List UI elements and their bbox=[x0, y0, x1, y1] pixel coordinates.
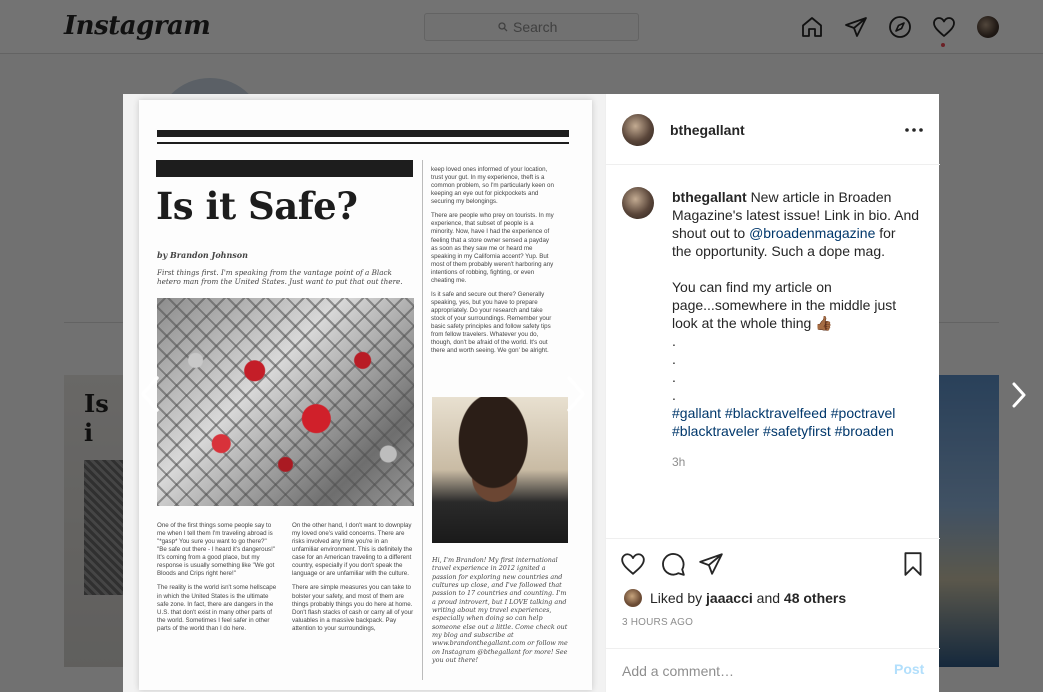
caption-author-avatar[interactable] bbox=[622, 187, 654, 219]
bookmark-icon[interactable] bbox=[900, 551, 926, 577]
love-locks-photo bbox=[157, 298, 414, 506]
post-modal bbox=[123, 94, 939, 692]
caption-text: New article in Broaden bbox=[750, 189, 892, 205]
liked-by-username[interactable]: jaaacci bbox=[706, 590, 753, 606]
post-header bbox=[606, 94, 940, 165]
article-column-2 bbox=[292, 522, 414, 639]
caption-dot: . bbox=[672, 351, 676, 367]
post-actions bbox=[606, 538, 940, 654]
author-bio: Hi, I'm Brandon! My first international travel experience in 2012 ignited a passion for exploring new countries and cultures up close, and I've followed that passion to 17 countries and counting. I'm a proud introvert, but I LOVE talking and writing about my travel experiences, especially when doing so can help someone else out a little. Come check out my blog and subscribe at www.brandonthegallant.com or follow me on Instagram @bthegallant for more! See you out there! bbox=[432, 556, 568, 664]
comment-input[interactable] bbox=[622, 659, 872, 683]
author-username[interactable]: bthegallant bbox=[670, 122, 745, 138]
magazine-page bbox=[139, 100, 592, 690]
liked-by-prefix: Liked by bbox=[650, 590, 703, 606]
comments-section bbox=[606, 165, 940, 538]
article-intro: First things first. I'm speaking from the vantage point of a Black hetero man from the United States. Just want to put that out there. bbox=[157, 268, 403, 287]
caption-dot: . bbox=[672, 333, 676, 349]
article-paragraph: keep loved ones informed of your location, trust your gut. In my experience, theft is a common problem, so I'm particularly keen on keeping an eye out for pickpockets and securing my belongings. bbox=[431, 166, 554, 206]
article-paragraph: There are simple measures you can take to bolster your safety, and most of them are things probably things you do here at home. Don't flash stacks of cash or carry all of your valuables in a massive backpack. Pay attention to your surroundings, bbox=[292, 584, 414, 632]
add-comment-bar bbox=[606, 648, 940, 692]
post-comment-button[interactable]: Post bbox=[894, 661, 925, 677]
article-paragraph: The reality is the world isn't some hellscape in which the United States is the ultimate safe zone. In fact, there are dangers in the U.S. that don't exist in many other parts of the world. Sometimes I feel safer in other parts of the world than I do here. bbox=[157, 584, 277, 632]
article-headline: Is it Safe? bbox=[156, 184, 358, 228]
hashtag-links[interactable]: #blacktraveler #safetyfirst #broaden bbox=[672, 423, 894, 439]
caption-text: shout out to bbox=[672, 225, 746, 241]
article-paragraph: On the other hand, I don't want to downplay my loved one's valid concerns. There are risks involved any time you're in an unfamiliar environment. This is definitely the case for an American traveling to a different country, especially if you don't speak the language or are unfamiliar with the culture. bbox=[292, 522, 413, 578]
like-heart-icon[interactable] bbox=[620, 551, 646, 577]
post-timestamp[interactable]: 3 HOURS AGO bbox=[622, 617, 694, 628]
post-side-panel bbox=[605, 94, 939, 692]
hashtag-links[interactable]: #gallant #blacktravelfeed #poctravel bbox=[672, 405, 896, 421]
header-rule bbox=[157, 130, 569, 137]
more-options-icon[interactable] bbox=[902, 120, 926, 140]
caption-username[interactable]: bthegallant bbox=[672, 189, 747, 205]
comment-bubble-icon[interactable] bbox=[660, 551, 686, 577]
caption-text: Magazine's latest issue! Link in bio. And bbox=[672, 207, 920, 223]
next-post-chevron-icon[interactable] bbox=[1009, 380, 1029, 410]
caption-timestamp[interactable]: 3h bbox=[672, 455, 686, 469]
caption-dot: . bbox=[672, 387, 676, 403]
liked-by-avatar[interactable] bbox=[624, 589, 642, 607]
caption-text: the opportunity. Such a dope mag. bbox=[672, 243, 885, 259]
post-media bbox=[123, 94, 605, 692]
caption-dot: . bbox=[672, 369, 676, 385]
article-column-1 bbox=[157, 522, 277, 639]
author-avatar[interactable] bbox=[622, 114, 654, 146]
header-rule-thin bbox=[157, 142, 569, 144]
caption-text: You can find my article on bbox=[672, 279, 832, 295]
caption-text: page...somewhere in the middle just bbox=[672, 297, 897, 313]
article-paragraph: Is it safe and secure out there? Generally speaking, yes, but you have to prepare appropriately. Do your research and take stock of your surroundings. Remember your basic safety principles and follow safety tips from fellow travelers. Whatever you do, though, don't be afraid of the world. It's out there and worth seeing. We gon' be alright. bbox=[431, 290, 552, 355]
mention-link[interactable]: @broadenmagazine bbox=[749, 225, 876, 241]
title-bar bbox=[156, 160, 413, 177]
caption-text: look at the whole thing 👍🏾 bbox=[672, 315, 833, 331]
author-photo bbox=[432, 397, 568, 543]
caption-text: for bbox=[879, 225, 896, 241]
share-icon[interactable] bbox=[698, 551, 724, 577]
carousel-prev-chevron-icon[interactable] bbox=[137, 374, 163, 414]
post-caption bbox=[672, 188, 934, 440]
article-paragraph: There are people who prey on tourists. In my experience, that subset of people is a minority. Now, have I had the experience of feeling that a store owner sensed a payday as soon as they saw me or heard me speaking in my California accent? Yup. But most of them probably weren't harboring any intentions of robbing, fighting, or even cheating me. bbox=[431, 212, 554, 284]
liked-by-text bbox=[650, 590, 846, 606]
article-right-column bbox=[431, 166, 555, 361]
article-paragraph: One of the first things some people say to me when I tell them I'm traveling abroad is "*gasp* You sure you want to go there?" "Be safe out there - I heard it's dangerous!" It's coming from a good place, but my response is usually something like "We got Bloods and Crips right here!" bbox=[157, 522, 276, 578]
carousel-next-chevron-icon[interactable] bbox=[563, 374, 589, 414]
liked-by-and: and bbox=[756, 590, 781, 606]
liked-by-others-link[interactable]: 48 others bbox=[783, 590, 847, 606]
column-divider bbox=[422, 160, 423, 680]
article-byline: by Brandon Johnson bbox=[157, 250, 248, 260]
